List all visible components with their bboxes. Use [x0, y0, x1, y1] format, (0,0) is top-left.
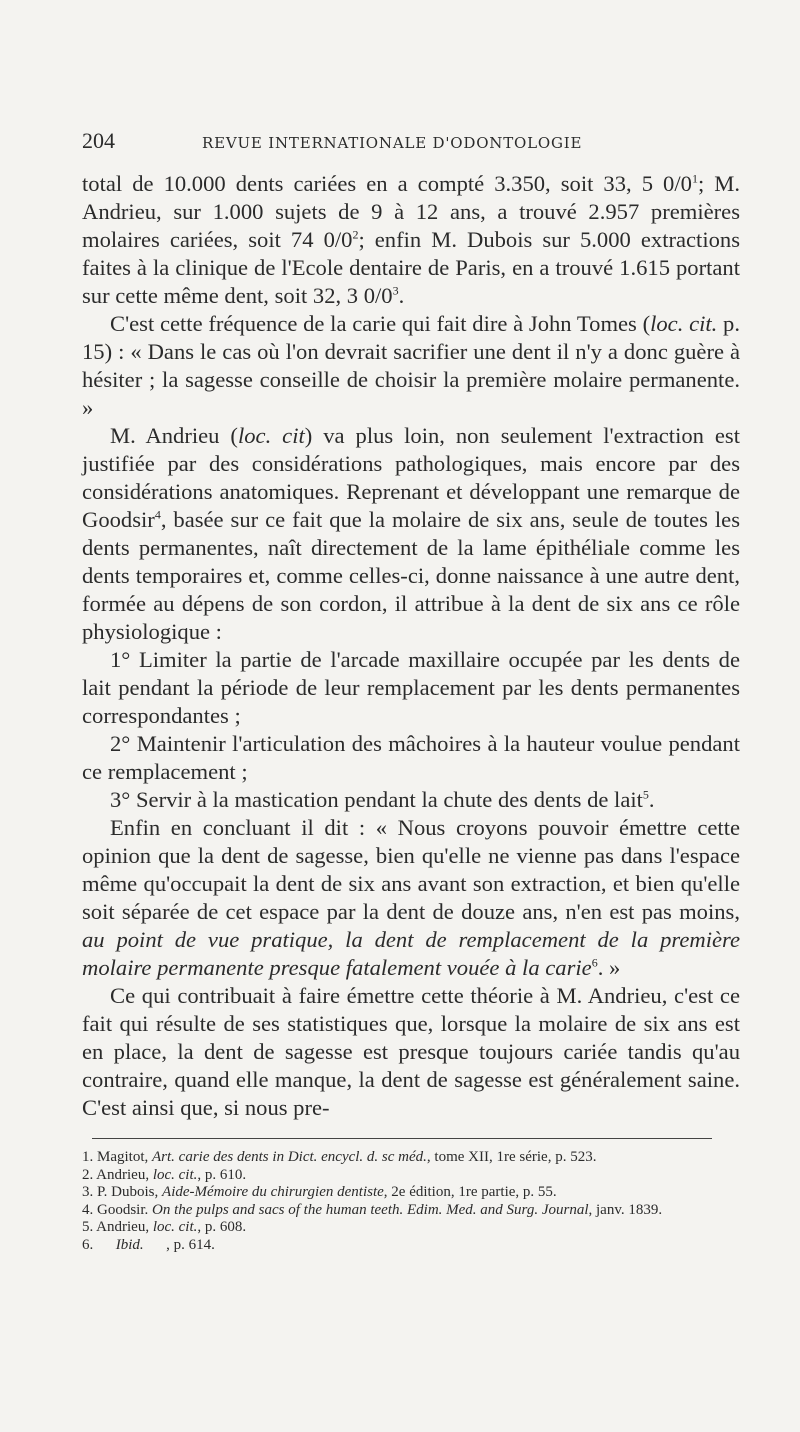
text: .	[648, 787, 655, 812]
footnote	[82, 1167, 740, 1185]
footnote-ref[interactable]: 6	[591, 955, 598, 970]
page-number: 204	[82, 128, 115, 153]
text: ) va plus loin, non seulement l'extraction est justifiée par des considérations pathologiques, mais encore par des considérations anatomiques. Reprenant et développant une remarque de Goodsir	[82, 423, 741, 532]
citation: loc. cit.	[152, 1166, 198, 1183]
footnote-ref[interactable]: 5	[642, 787, 649, 802]
text: , p. 608.	[197, 1219, 247, 1235]
running-head: REVUE INTERNATIONALE D'ODONTOLOGIE	[202, 134, 583, 152]
paragraph	[82, 310, 740, 422]
text: M. Andrieu (	[110, 423, 238, 448]
text: 2. Andrieu,	[82, 1166, 153, 1183]
list-item: 2° Maintenir l'articulation des mâchoires à la hauteur voulue pendant ce remplacement ;	[82, 731, 740, 784]
text: . »	[597, 955, 621, 980]
citation: loc. cit.	[650, 311, 718, 336]
paragraph	[82, 814, 740, 982]
text: , 2e édition, 1re partie, p. 55.	[383, 1184, 557, 1200]
text: 5. Andrieu,	[82, 1219, 153, 1235]
text: 3° Servir à la mastication pendant la chute des dents de lait	[110, 787, 643, 812]
text: 6.	[82, 1236, 116, 1253]
body-text	[82, 170, 740, 1122]
footnotes	[82, 1149, 740, 1254]
text: ; enfin M. Dubois sur 5.000 extractions faites à la clinique de l'Ecole dentaire de Paris, en a trouvé 1.615 portant sur cette même dent, soit 32, 3 0/0	[82, 227, 740, 308]
text: C'est cette fréquence de la carie qui fait dire à John Tomes (	[110, 311, 651, 336]
citation: Art. carie des dents in Dict. encycl. d. sc méd.	[152, 1149, 427, 1165]
footnote-ref[interactable]: 3	[392, 283, 399, 298]
footnote	[82, 1202, 740, 1220]
text: Enfin en concluant il dit : « Nous croyons pouvoir émettre cette opinion que la dent de sagesse, bien qu'elle ne vienne pas dans l'espace même qu'occupait la dent de six ans avant son extraction, et bien qu'elle soit séparée de cet espace par la dent de douze ans, n'en est pas moins,	[82, 815, 740, 924]
text: 4. Goodsir.	[82, 1201, 153, 1218]
text: 1. Magitot,	[82, 1149, 152, 1165]
page-header	[82, 128, 740, 156]
text: total de 10.000 dents cariées en a compté 3.350, soit 33, 5 0/0	[82, 171, 692, 196]
paragraph	[82, 170, 740, 310]
quote-emphasis: au point de vue pratique, la dent de remplacement de la première molaire permanente presque fatalement vouée à la carie	[82, 927, 740, 980]
text: , p. 614.	[143, 1236, 215, 1253]
footnote	[82, 1149, 740, 1167]
footnote	[82, 1237, 740, 1255]
citation: Aide-Mémoire du chirurgien dentiste	[162, 1184, 384, 1200]
footnote-divider	[92, 1138, 712, 1139]
text: ; M. Andrieu, sur 1.000 sujets de 9 à 12 ans, a trouvé 2.957 premières molaires cariées, soit 74 0/0	[82, 171, 740, 252]
footnote-ref[interactable]: 1	[691, 171, 698, 186]
text: 3. P. Dubois,	[82, 1184, 163, 1200]
footnote	[82, 1184, 740, 1202]
text: .	[398, 283, 405, 308]
footnote-ref[interactable]: 2	[352, 227, 359, 242]
citation: loc. cit	[237, 423, 305, 448]
paragraph: Ce qui contribuait à faire émettre cette théorie à M. Andrieu, c'est ce fait qui résulte de ses statistiques que, lorsque la molaire de six ans est en place, la dent de sagesse est presque toujours cariée tandis qu'au contraire, quand elle manque, la dent de sagesse est généralement saine. C'est ainsi que, si nous pre-	[82, 983, 740, 1120]
list-item	[82, 786, 740, 814]
text: , basée sur ce fait que la molaire de six ans, seule de toutes les dents permanentes, naît directement de la lame épithéliale comme les dents temporaires et, comme celles-ci, donne naissance à une autre dent, formée au dépens de son cordon, il attribue à la dent de six ans ce rôle physiologique :	[82, 507, 740, 644]
paragraph	[82, 422, 740, 646]
text: , janv. 1839.	[588, 1201, 663, 1218]
footnote	[82, 1219, 740, 1237]
page	[82, 128, 740, 1254]
citation: Ibid.	[115, 1236, 144, 1253]
text: p. 15) : « Dans le cas où l'on devrait sacrifier une dent il n'y a donc guère à hésiter ; la sagesse conseille de choisir la première molaire permanente. »	[82, 311, 740, 420]
footnote-ref[interactable]: 4	[154, 507, 161, 522]
citation: On the pulps and sacs of the human teeth. Edim. Med. and Surg. Journal	[152, 1201, 589, 1218]
text: , p. 610.	[197, 1166, 247, 1183]
citation: loc. cit.	[152, 1219, 198, 1235]
text: , tome XII, 1re série, p. 523.	[426, 1149, 597, 1165]
list-item: 1° Limiter la partie de l'arcade maxillaire occupée par les dents de lait pendant la période de leur remplacement par les dents permanentes correspondantes ;	[82, 647, 740, 728]
